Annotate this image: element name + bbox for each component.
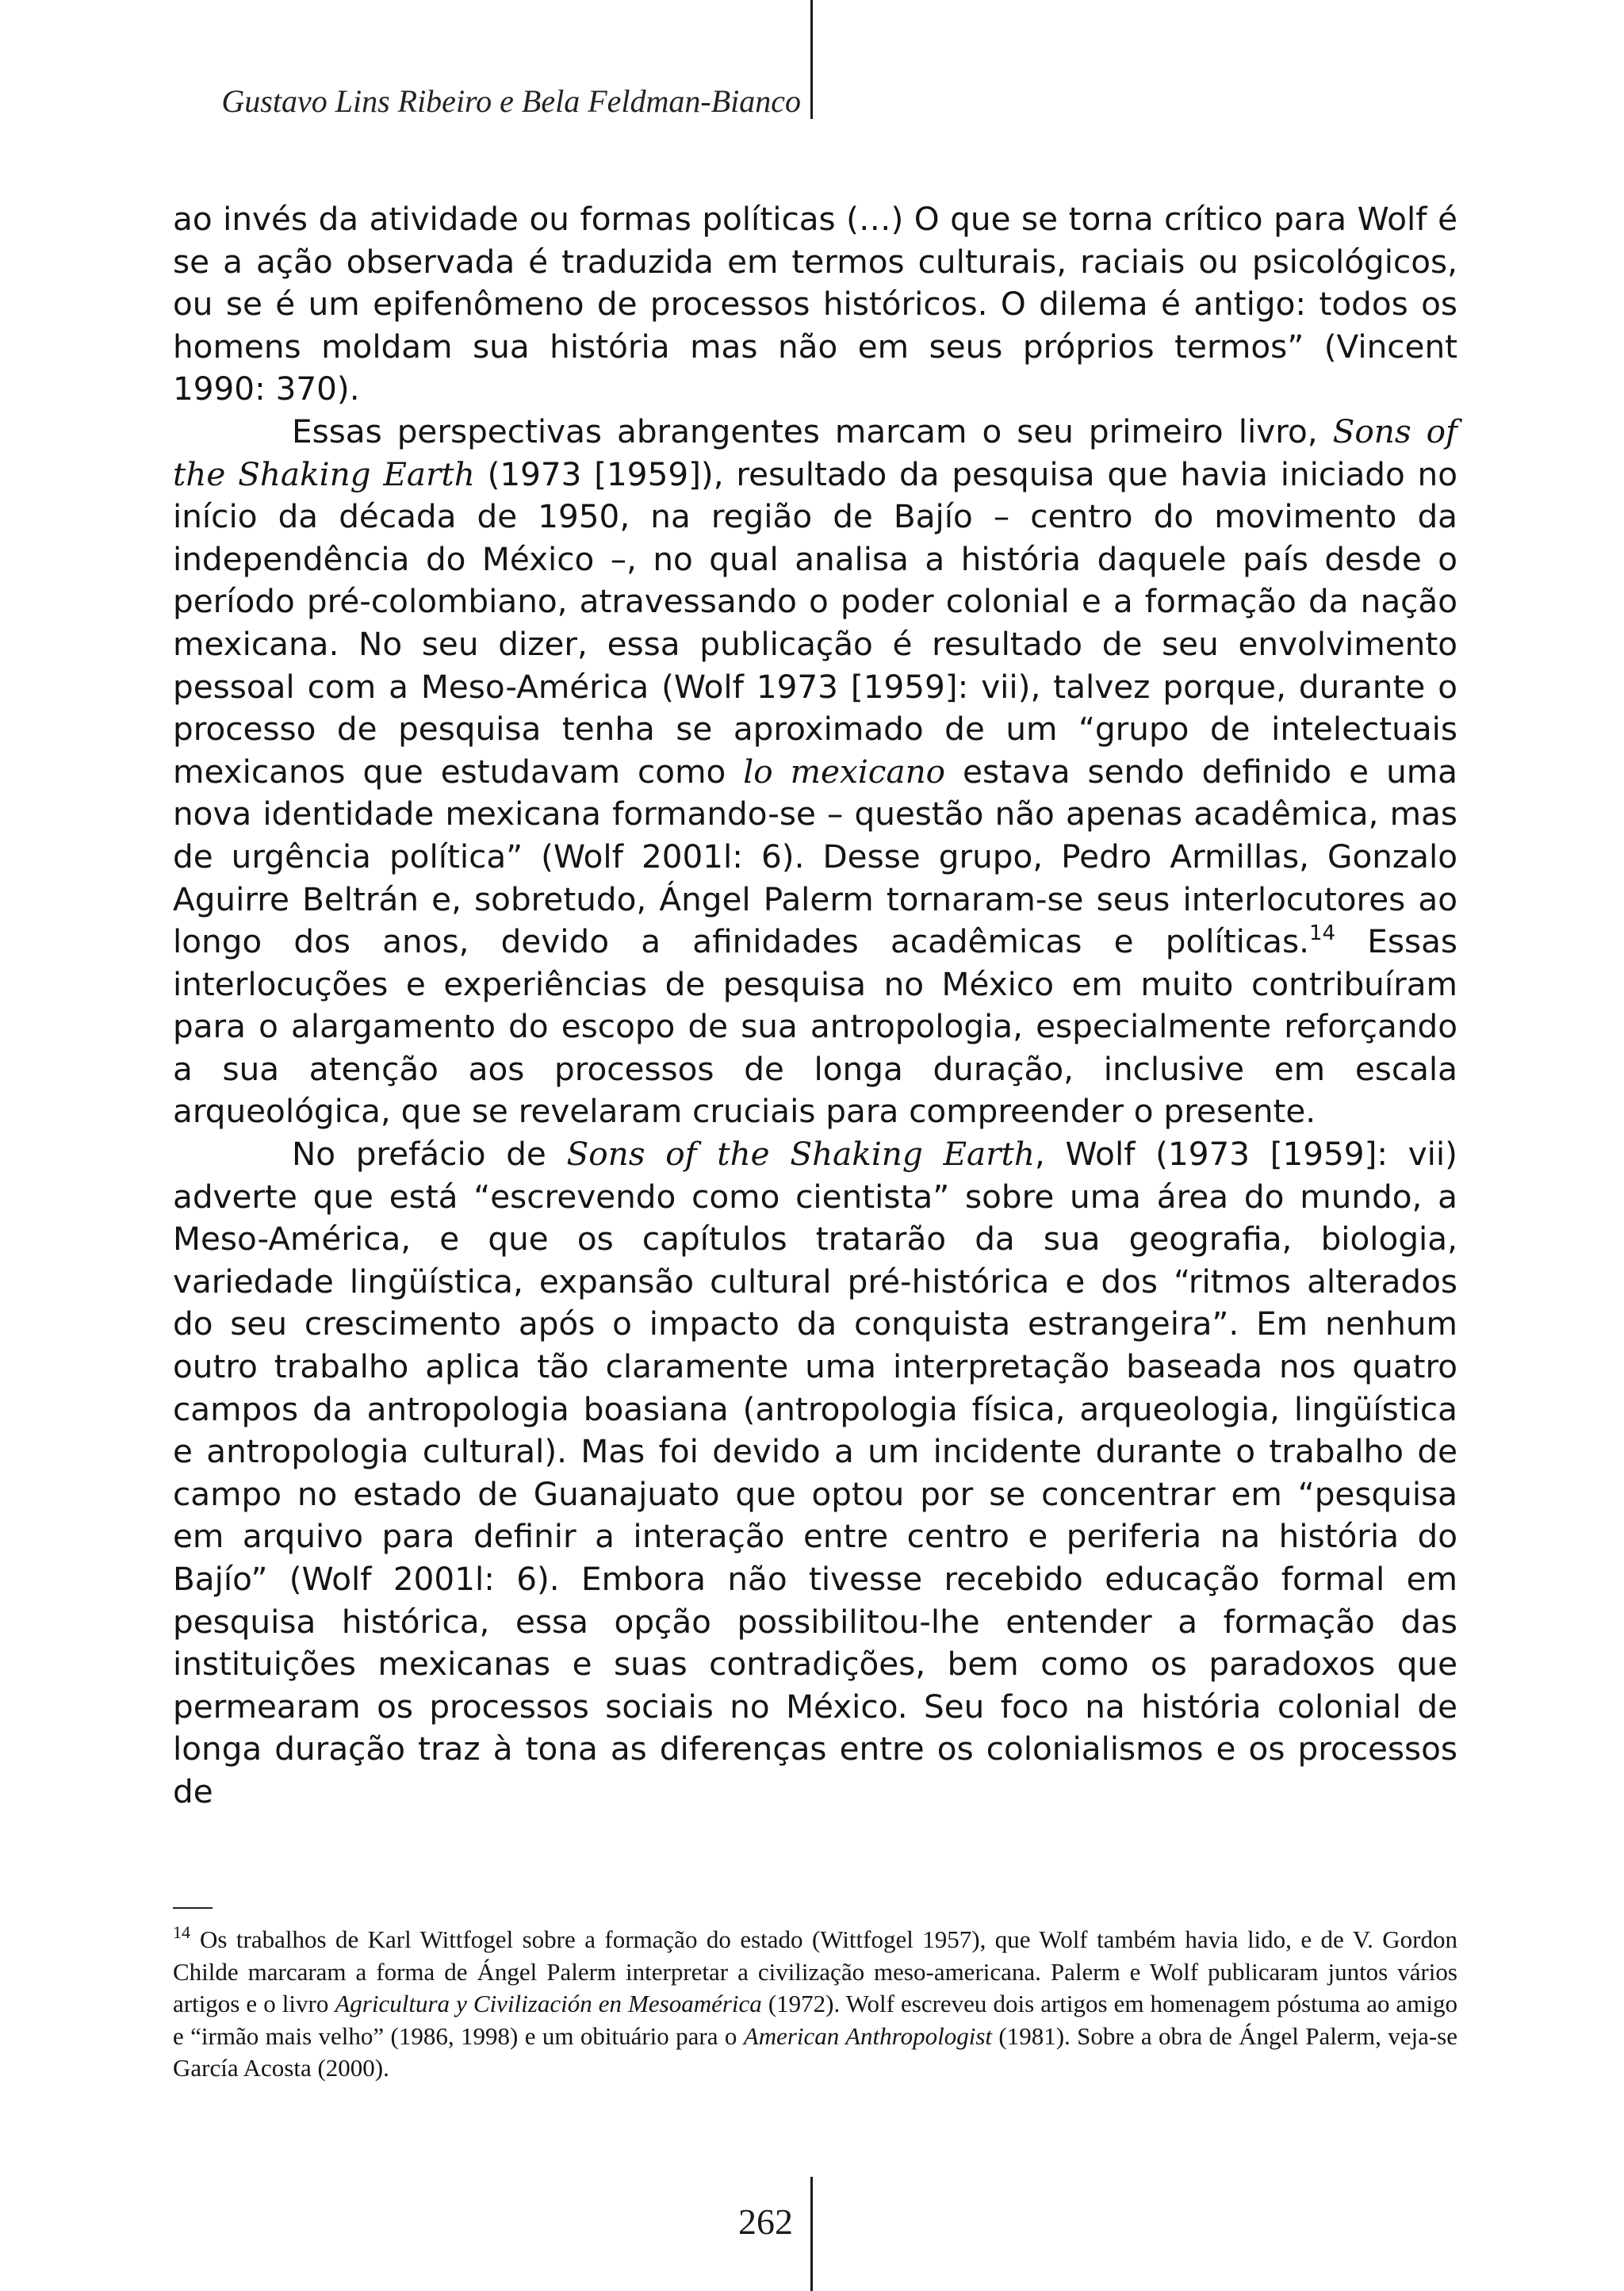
- paragraph-2-text-b: (1973 [1959]), resultado da pesquisa que havia iniciado no início da década de 1950, na região de Bajío – centro do movimento da independência do México –, no qual analisa a história daquele país desde o período pré-colombiano, atravessando o poder colonial e a formação da nação mexicana. No seu dizer, essa publicação é resultado de seu envolvimento pessoal com a Meso-América (Wolf 1973 [1959]: vii), talvez porque, durante o processo de pesquisa tenha se aproximado de um “grupo de intelectuais mexicanos que estudavam como: [173, 454, 1457, 791]
- footnote-text-b: (1972). Wolf escreveu dois artigos em homenagem póstuma ao amigo e “irmão mais velho” (1986, 1998) e um obituário para o: [173, 1990, 1457, 2050]
- paragraph-2-text-c: estava sendo definido e uma nova identidade mexicana formando-se – questão não apenas acadêmica, mas de urgência política” (Wolf 2001l: 6). Desse grupo, Pedro Armillas, Gonzalo Aguirre Beltrán e, sobretudo, Ángel Palerm tornaram-se seus interlocutores ao longo dos anos, devido a afinidades acadêmicas e políticas.: [173, 752, 1458, 961]
- book-title-sons-of-the-shaking-earth: Sons of the Shaking Earth: [173, 412, 1458, 493]
- footer-vertical-rule: [810, 2177, 813, 2291]
- term-lo-mexicano: lo mexicano: [743, 752, 946, 791]
- body-text: [173, 198, 1457, 1814]
- paragraph-3: [173, 1133, 1457, 1814]
- paragraph-2: [173, 411, 1457, 1133]
- footnote-text-c: (1981). Sobre a obra de Ángel Palerm, veja-se García Acosta (2000).: [173, 2021, 1457, 2082]
- footnote-separator: [173, 1907, 213, 1909]
- journal-title-american-anthropologist: American Anthropologist: [743, 2021, 992, 2050]
- header-vertical-rule: [810, 0, 813, 119]
- paragraph-3-text-a: No prefácio de: [292, 1135, 567, 1174]
- page-number: 262: [738, 2201, 793, 2242]
- paragraph-3-text-b: , Wolf (1973 [1959]: vii) adverte que está “escrevendo como cientista” sobre uma área do mundo, a Meso-América, e que os capítulos tratarão da sua geografia, biologia, variedade lingüística, expansão cultural pré-histórica e dos “ritmos alterados do seu crescimento após o impacto da conquista estrangeira”. Em nenhum outro trabalho aplica tão claramente uma interpretação baseada nos quatro campos da antropologia boasiana (antropologia física, arqueologia, lingüística e antropologia cultural). Mas foi devido a um incidente durante o trabalho de campo no estado de Guanajuato que optou por se concentrar em “pesquisa em arquivo para definir a interação entre centro e periferia na história do Bajío” (Wolf 2001l: 6). Embora não tivesse recebido educação formal em pesquisa histórica, essa opção possibilitou-lhe entender a formação das instituições mexicanas e suas contradições, bem como os paradoxos que permearam os processos sociais no México. Seu foco na história colonial de longa duração traz à tona as diferenças entre os colonialismos e os processos de: [173, 1135, 1457, 1810]
- book-title-sons-of-the-shaking-earth-2: Sons of the Shaking Earth: [566, 1135, 1035, 1174]
- running-head: Gustavo Lins Ribeiro e Bela Feldman-Bianco: [221, 83, 801, 119]
- paragraph-2-text-d: Essas interlocuções e experiências de pesquisa no México em muito contribuíram para o alargamento do escopo de sua antropologia, especialmente reforçando a sua atenção aos processos de longa duração, inclusive em escala arqueológica, que se revelaram cruciais para compreender o presente.: [173, 922, 1457, 1131]
- footnote-14: [173, 1924, 1457, 2085]
- paragraph-1: ao invés da atividade ou formas políticas (…) O que se torna crítico para Wolf é se a ação observada é traduzida em termos culturais, raciais ou psicológicos, ou se é um epifenômeno de processos históricos. O dilema é antigo: todos os homens moldam sua história mas não em seus próprios termos” (Vincent 1990: 370).: [173, 200, 1457, 408]
- paragraph-2-text-a: Essas perspectivas abrangentes marcam o seu primeiro livro,: [292, 412, 1333, 450]
- footnote-reference-14[interactable]: 14: [1308, 921, 1336, 946]
- book-title-agricultura-y-civilizacion: Agricultura y Civilización en Mesoamérica: [335, 1990, 762, 2017]
- footnote-number: 14: [173, 1922, 190, 1942]
- footnote-text-a: Os trabalhos de Karl Wittfogel sobre a formação do estado (Wittfogel 1957), que Wolf também havia lido, e de V. Gordon Childe marcaram a forma de Ángel Palerm interpretar a civilização meso-americana. Palerm e Wolf publicaram juntos vários artigos e o livro: [173, 1925, 1457, 2017]
